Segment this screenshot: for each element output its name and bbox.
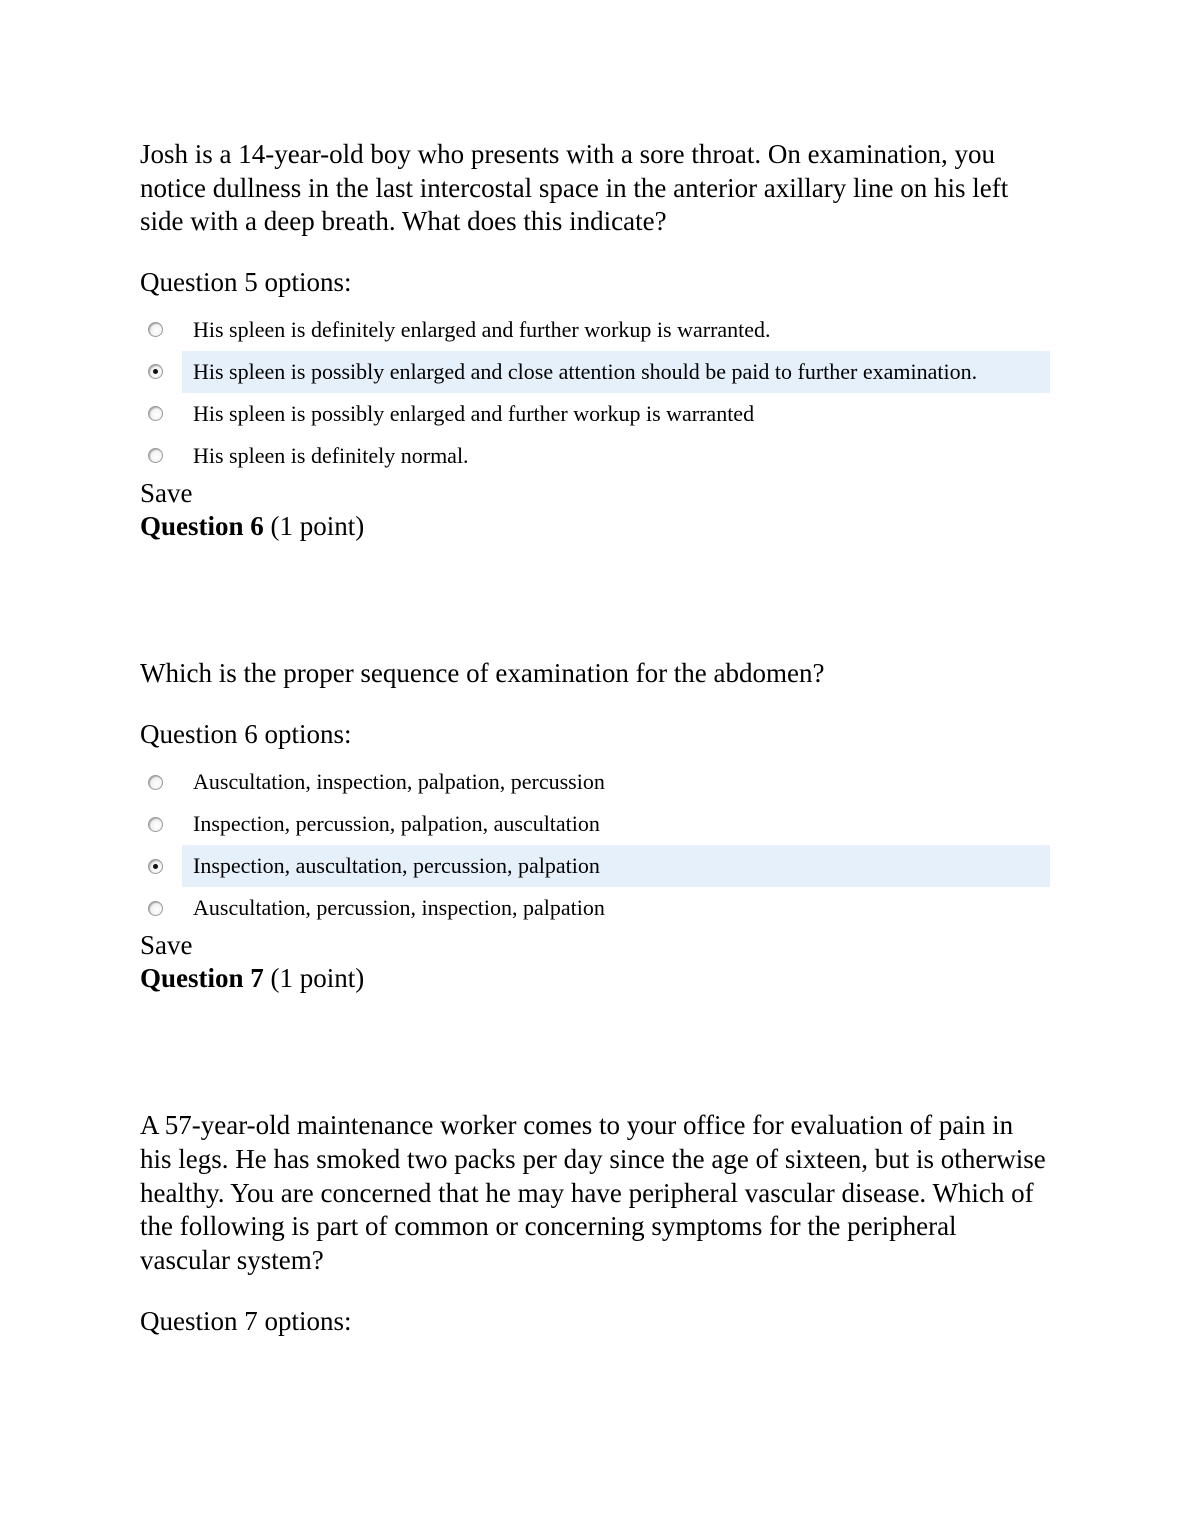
question-5-prompt: Josh is a 14-year-old boy who presents with a sore throat. On examination, you notice dullness in the last intercostal space in the anterior axillary line on his left side with a deep breath. What does this indicate? (140, 139, 1009, 237)
question-6-title: Question 6 (140, 510, 264, 541)
question-5 (140, 138, 1050, 510)
question-7-title: Question 7 (140, 963, 264, 994)
question-6-options-label: Question 6 options: (140, 719, 352, 750)
option-label: His spleen is possibly enlarged and further workup is warranted (193, 400, 755, 426)
question-6 (140, 510, 1050, 963)
question-6-option-2[interactable] (140, 803, 1050, 845)
radio-button-icon[interactable] (148, 859, 163, 874)
radio-button-icon[interactable] (148, 406, 163, 421)
question-6-points: (1 point) (263, 510, 365, 541)
question-7 (140, 962, 1050, 1338)
question-7-options-label: Question 7 options: (140, 1306, 352, 1337)
question-6-option-4[interactable] (140, 887, 1050, 929)
quiz-page (140, 138, 1050, 1348)
question-6-prompt: Which is the proper sequence of examination for the abdomen? (140, 657, 825, 688)
question-6-header (140, 510, 1050, 543)
question-5-option-3[interactable] (140, 393, 1050, 435)
question-5-save-button[interactable]: Save (140, 477, 193, 508)
radio-button-icon[interactable] (148, 448, 163, 463)
option-label: Inspection, auscultation, percussion, palpation (193, 853, 600, 879)
question-5-option-4[interactable] (140, 435, 1050, 477)
option-label: Auscultation, percussion, inspection, palpation (193, 895, 605, 921)
question-6-option-1[interactable] (140, 761, 1050, 803)
question-7-header (140, 962, 1050, 995)
radio-button-icon[interactable] (148, 775, 163, 790)
question-7-points: (1 point) (263, 963, 365, 994)
question-5-option-2[interactable] (140, 351, 1050, 393)
radio-button-icon[interactable] (148, 901, 163, 916)
option-label: His spleen is definitely normal. (193, 442, 469, 468)
option-label: Auscultation, inspection, palpation, percussion (193, 769, 605, 795)
question-5-options-label: Question 5 options: (140, 266, 352, 297)
option-label: His spleen is definitely enlarged and further workup is warranted. (193, 316, 771, 342)
radio-button-icon[interactable] (148, 322, 163, 337)
question-6-option-3[interactable] (140, 845, 1050, 887)
question-5-option-1[interactable] (140, 309, 1050, 351)
question-7-prompt: A 57-year-old maintenance worker comes to your office for evaluation of pain in his legs. He has smoked two packs per day since the age of sixteen, but is otherwise healthy. You are concerned that he may have peripheral vascular disease. Which of the following is part of common or concerning symptoms for the peripheral vascular system? (140, 1110, 1046, 1275)
question-6-save-button[interactable]: Save (140, 930, 193, 961)
question-6-options (140, 761, 1050, 929)
option-label: His spleen is possibly enlarged and close attention should be paid to further examination. (193, 358, 978, 384)
radio-button-icon[interactable] (148, 817, 163, 832)
question-5-options (140, 309, 1050, 477)
radio-button-icon[interactable] (148, 364, 163, 379)
option-label: Inspection, percussion, palpation, auscultation (193, 811, 600, 837)
